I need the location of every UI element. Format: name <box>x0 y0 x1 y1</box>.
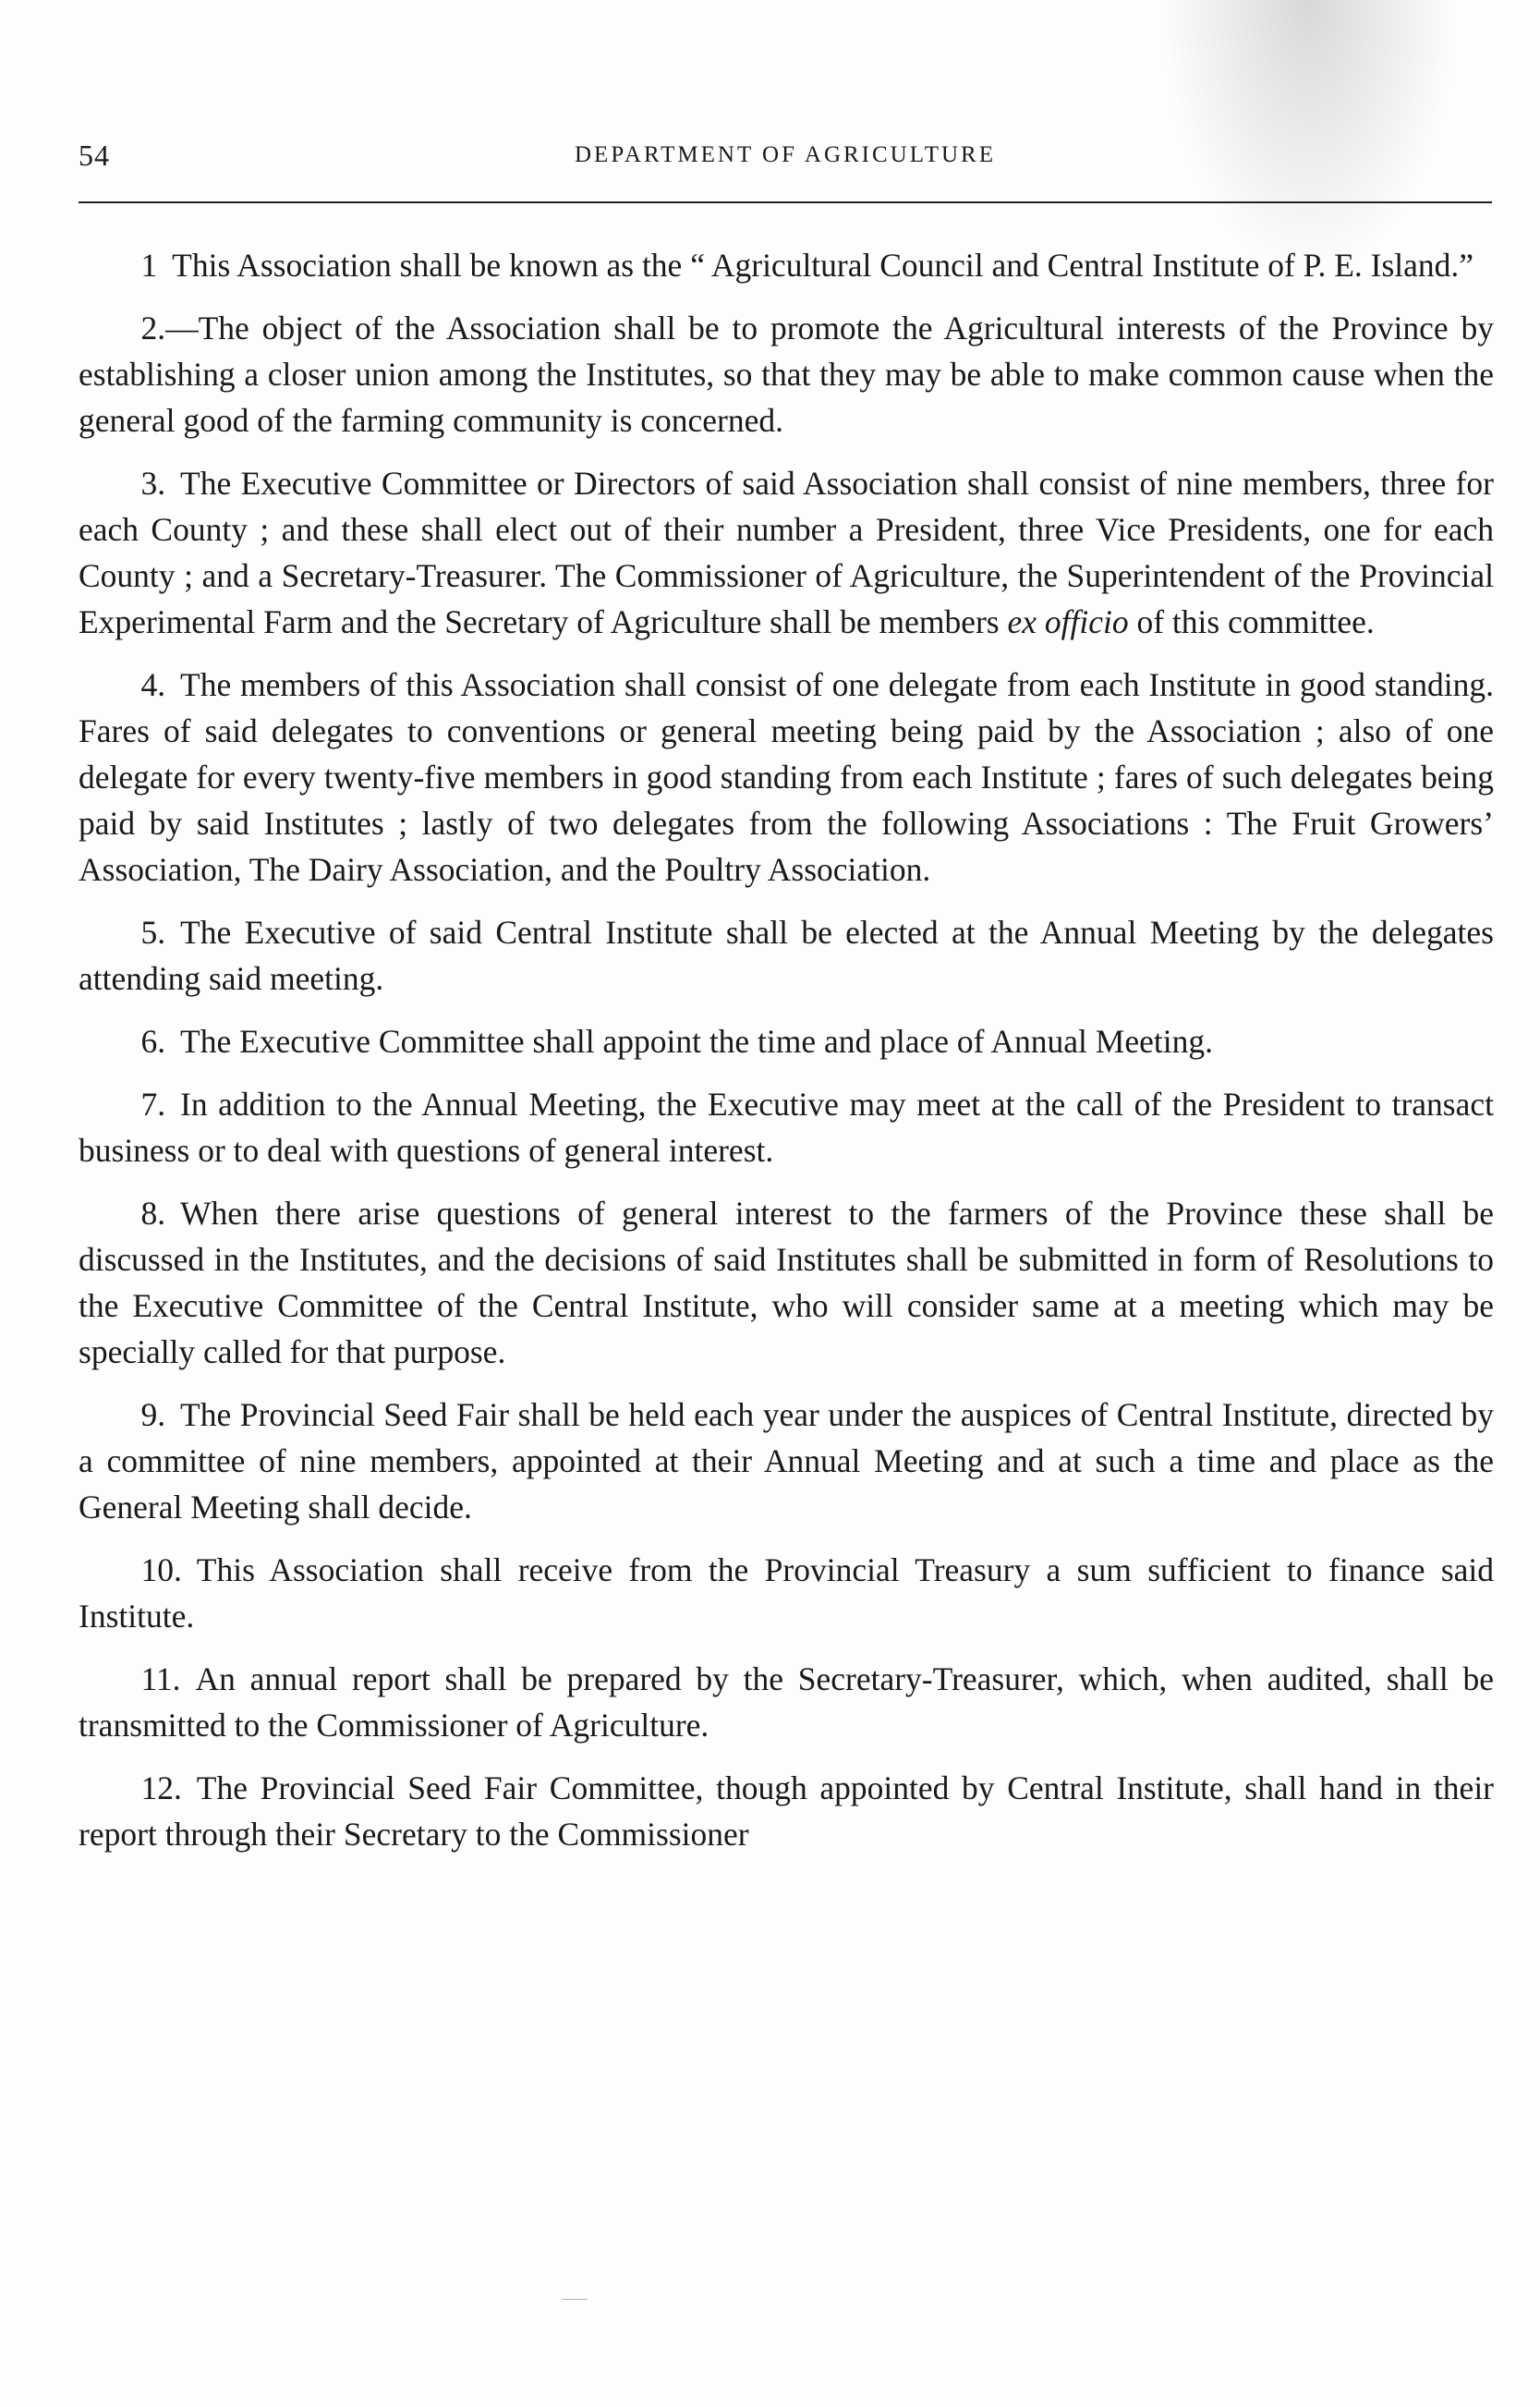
paragraph-4 <box>79 662 1494 893</box>
paragraph-number: 6. <box>140 1023 166 1060</box>
paragraph-text: This Association shall be known as the “ Agricultural Council and Central Institute of P. E. Island.” <box>172 247 1474 284</box>
header-rule <box>79 201 1492 203</box>
paragraph-number: 3. <box>140 465 166 502</box>
paragraph-number: 5. <box>140 914 166 951</box>
paragraph-text: The Executive Committee shall appoint the time and place of Annual Meeting. <box>180 1023 1213 1060</box>
paragraph-text: The Provincial Seed Fair Committee, though appointed by Central Institute, shall hand in their report through their Secretary to the Commissioner <box>79 1769 1494 1853</box>
page-header <box>79 139 1492 176</box>
paragraph-text: The Provincial Seed Fair shall be held each year under the auspices of Central Institute, directed by a committee of nine members, appointed at their Annual Meeting and at such a time and place as the General Meeting shall decide. <box>79 1396 1494 1526</box>
paragraph-number: 8. <box>140 1195 166 1232</box>
paragraph-text: The Executive of said Central Institute shall be elected at the Annual Meeting by the delegates attending said meeting. <box>79 914 1494 997</box>
paragraph-number: 4. <box>140 666 166 703</box>
paragraph-number: 12. <box>140 1769 182 1806</box>
paragraph-text: When there arise questions of general interest to the farmers of the Province these shall be discussed in the Institutes, and the decisions of said Institutes shall be submitted in form of Resolutions to the Executive Committee of the Central Institute, who will consider same at a meeting which may be specially called for that purpose. <box>79 1195 1494 1370</box>
body-text <box>79 242 1494 1874</box>
paragraph-2 <box>79 305 1494 444</box>
paragraph-3 <box>79 460 1494 645</box>
paragraph-text: The Executive Committee or Directors of said Association shall consist of nine members, three for each County ; and these shall elect out of their number a President, three Vice Presidents, one for each County ; and a Secretary-Treasurer. The Commissioner of Agriculture, the Superintendent of the Provincial Experimental Farm and the Secretary of Agriculture shall be members <box>79 465 1494 640</box>
paragraph-number: 2. <box>140 310 166 346</box>
paragraph-5 <box>79 909 1494 1002</box>
paragraph-1 <box>79 242 1494 288</box>
paragraph-11 <box>79 1656 1494 1748</box>
paragraph-number: 10. <box>140 1551 182 1588</box>
paragraph-number: 11. <box>140 1660 181 1697</box>
page-number: 54 <box>79 139 110 172</box>
paragraph-6 <box>79 1018 1494 1064</box>
paragraph-text: The members of this Association shall consist of one delegate from each Institute in good standing. Fares of said delegates to conventions or general meeting being paid by the Association ; also of one delegate for every twenty-five members in good standing from each Institute ; fares of such delegates being paid by said Institutes ; lastly of two delegates from the following Associations : The Fruit Growers’ Association, The Dairy Association, and the Poultry Association. <box>79 666 1494 888</box>
paragraph-text: In addition to the Annual Meeting, the Executive may meet at the call of the President to transact business or to deal with questions of general interest. <box>79 1086 1494 1169</box>
paragraph-tail-text: of this committee. <box>1136 603 1375 640</box>
paragraph-8 <box>79 1190 1494 1375</box>
paragraph-9 <box>79 1392 1494 1530</box>
paragraph-10 <box>79 1547 1494 1639</box>
paragraph-7 <box>79 1081 1494 1173</box>
paragraph-number: 7. <box>140 1086 166 1123</box>
paragraph-12 <box>79 1765 1494 1857</box>
footer-mark <box>562 2299 588 2300</box>
paragraph-text: —The object of the Association shall be to promote the Agricultural interests of the Province by establishing a closer union among the Institutes, so that they may be able to make common cause when the general good of the farming community is concerned. <box>79 310 1494 439</box>
paragraph-text: An annual report shall be prepared by the Secretary-Treasurer, which, when audited, shall be transmitted to the Commissioner of Agriculture. <box>79 1660 1494 1744</box>
running-head: DEPARTMENT OF AGRICULTURE <box>575 142 996 167</box>
paragraph-number: 9. <box>140 1396 166 1433</box>
paragraph-number: 1 <box>140 247 158 284</box>
paragraph-italic-text: ex officio <box>1007 603 1129 640</box>
paragraph-text: This Association shall receive from the Provincial Treasury a sum sufficient to finance said Institute. <box>79 1551 1494 1635</box>
